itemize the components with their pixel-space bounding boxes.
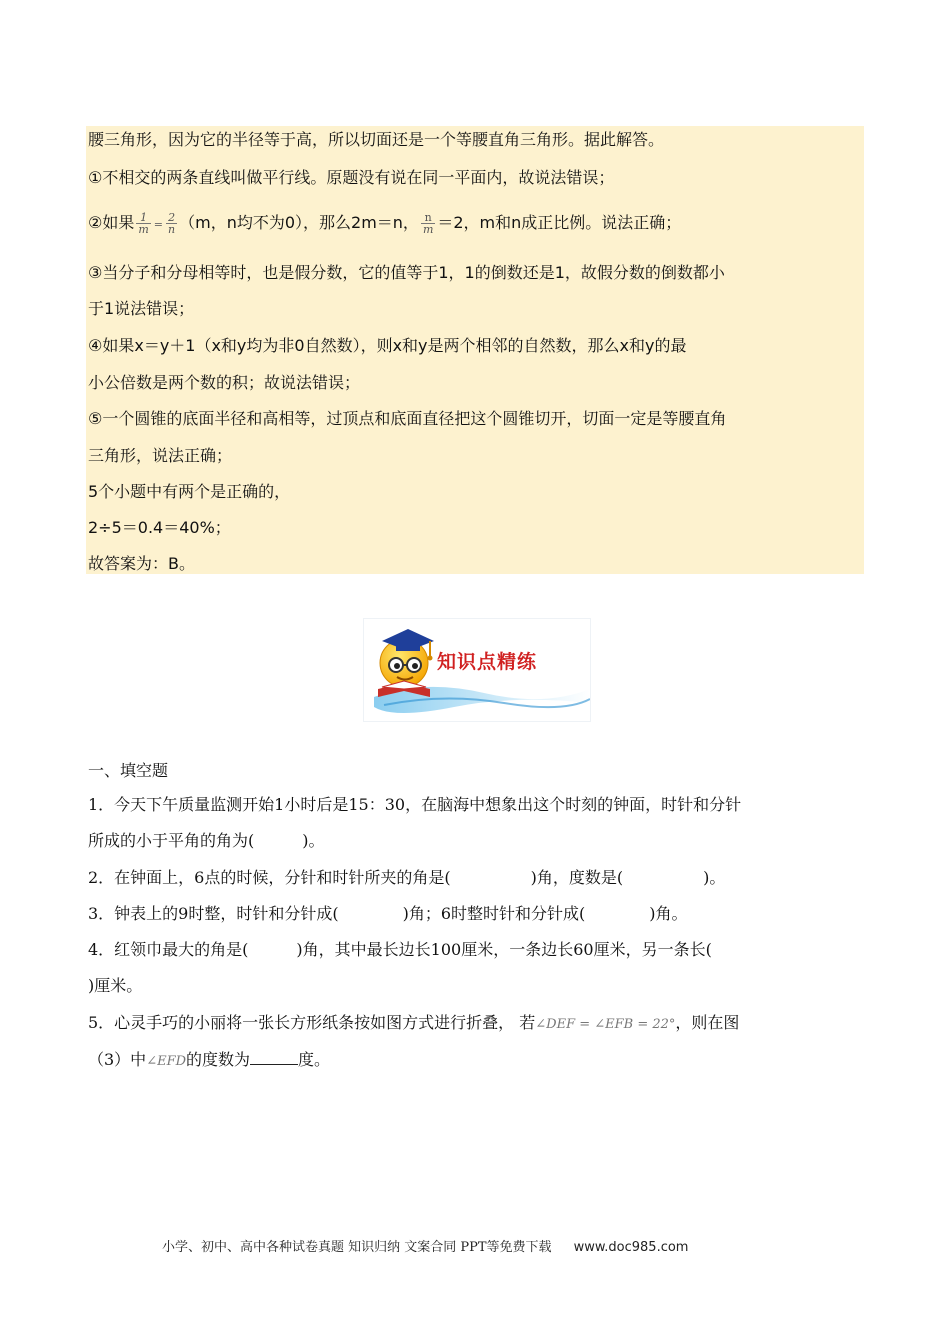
question-5-line-1: 5．心灵手巧的小丽将一张长方形纸条按如图方式进行折叠， 若∠DEF = ∠EFB = 22°，则在图 [88,1013,740,1032]
answer-line-1: 腰三角形，因为它的半径等于高，所以切面还是一个等腰直角三角形。据此解答。 [88,130,665,149]
answer-line-2: ①不相交的两条直线叫做平行线。原题没有说在同一平面内，故说法错误； [88,168,615,187]
question-5-line-2: （3）中∠EFD的度数为 度。 [88,1050,331,1069]
question-4-line-2: )厘米。 [88,976,143,995]
angle-def-efb-formula: ∠DEF = ∠EFB = 22° [535,1017,676,1032]
answer-blank [250,1048,298,1065]
fraction-n-over-m: $\frac{n}{m}$ [422,211,434,236]
question-4-line-1: 4．红领巾最大的角是( )角，其中最长边长100厘米，一条边长60厘米，另一条长( [88,940,712,959]
answer-line-3: ②如果 $\frac{1}{m}$ = $\frac{2}{n}$ （m，n均不为0），那么2m＝n， $\frac{n}{m}$ ＝2，m和n成正比例。说法正确； [88,211,682,236]
banner-title: 知识点精练 [437,651,538,673]
answer-line-12: 故答案为：B。 [88,554,195,573]
question-2: 2．在钟面上，6点的时候，分针和时针所夹的角是( )角，度数是( )。 [88,868,726,887]
question-1-line-2: 所成的小于平角的角为( )。 [88,831,325,850]
answer-line-9: 三角形，说法正确； [88,446,233,465]
answer-line-11: 2÷5＝0.4＝40%； [88,518,231,537]
answer-line-10: 5个小题中有两个是正确的， [88,482,291,501]
fraction-2-over-n: $\frac{2}{n}$ [168,211,176,236]
knowledge-practice-banner [363,618,591,722]
page-footer [162,1236,688,1255]
footer-text: 小学、初中、高中各种试卷真题 知识归纳 文案合同 PPT等免费下载 [162,1240,552,1255]
answer-line-6: ④如果x＝y＋1（x和y均为非0自然数），则x和y是两个相邻的自然数，那么x和y的最 [88,336,687,355]
answer-line-5: 于1说法错误； [88,299,195,318]
question-3: 3．钟表上的9时整，时针和分针成( )角；6时整时针和分针成( )角。 [88,904,688,923]
answer-line-4: ③当分子和分母相等时，也是假分数，它的值等于1，1的倒数还是1，故假分数的倒数都小 [88,263,725,282]
question-1-line-1: 1．今天下午质量监测开始1小时后是15：30，在脑海中想象出这个时刻的钟面，时针和分针 [88,795,742,814]
answer-line-8: ⑤一个圆锥的底面半径和高相等，过顶点和底面直径把这个圆锥切开，切面一定是等腰直角 [88,409,727,428]
angle-efd-formula: ∠EFD [146,1054,187,1069]
fraction-1-over-m: $\frac{1}{m}$ [138,211,149,236]
section-heading: 一、填空题 [88,761,169,780]
answer-line-7: 小公倍数是两个数的积；故说法错误； [88,373,361,392]
footer-url[interactable]: www.doc985.com [573,1240,689,1255]
